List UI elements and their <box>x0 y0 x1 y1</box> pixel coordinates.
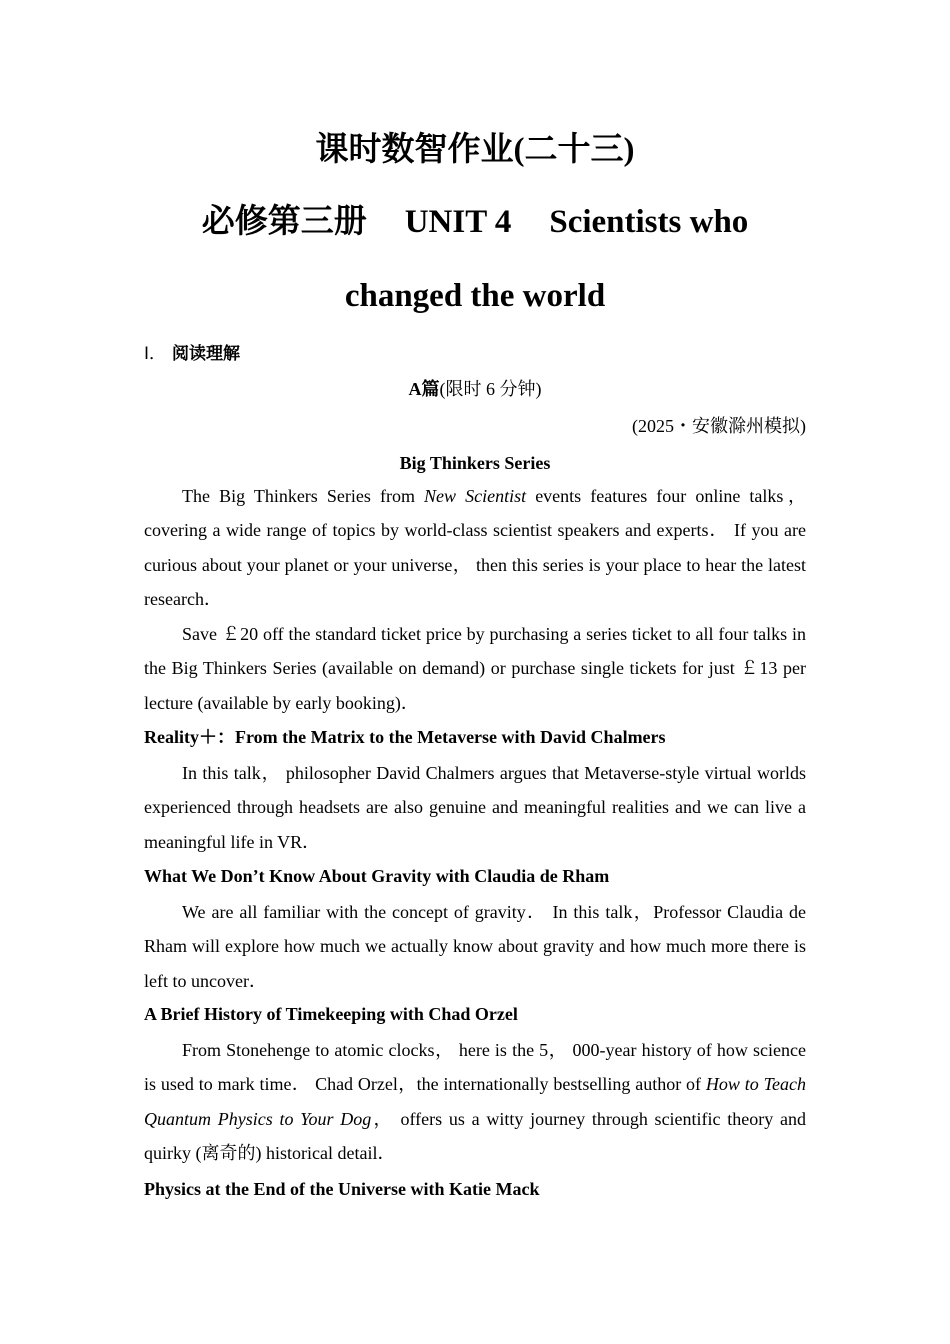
time-limit: (限时 6 分钟) <box>439 379 542 399</box>
passage-source: (2025・安徽滁州模拟) <box>632 416 806 436</box>
talk-heading-reality: Reality＋：From the Matrix to the Metaverse with David Chalmers <box>144 727 666 747</box>
page-subtitle-continued <box>144 276 806 316</box>
subtitle-unit: UNIT 4 <box>404 204 512 240</box>
talk-heading-gravity: What We Don’t Know About Gravity with Claudia de Rham <box>144 866 610 886</box>
paragraph-timekeeping <box>144 1033 806 1170</box>
paragraph-gravity: We are all familiar with the concept of gravity． In this talk，Professor Claudia de Rham will explore how much we actually know about gravity and how much more there is left to uncover． <box>144 902 806 991</box>
section-number: Ⅰ． <box>144 344 167 363</box>
talk-heading-physics: Physics at the End of the Universe with Katie Mack <box>144 1179 540 1199</box>
subtitle-unit-title: Scientists who <box>549 204 749 240</box>
subtitle-textbook: 必修第三册 <box>201 204 367 240</box>
passage-label <box>144 376 806 402</box>
section-heading <box>144 342 240 366</box>
section-label: 阅读理解 <box>172 344 241 364</box>
paragraph-reality: In this talk， philosopher David Chalmers argues that Metaverse-style virtual worlds experienced through headsets are also genuine and meaningful realities and we can live a meaningful life in VR． <box>144 763 806 852</box>
page-title <box>144 130 806 170</box>
paragraph-intro <box>144 479 806 616</box>
subtitle-unit-title-end: changed the world <box>344 278 606 314</box>
passage-id: A篇 <box>408 379 440 399</box>
title-line-1: 课时数智作业(二十三) <box>315 132 635 168</box>
passage-title: Big Thinkers Series <box>399 453 551 473</box>
paragraph-timekeeping-text-a: From Stonehenge to atomic clocks， here is the 5， 000-year history of how science is used to mark time． Chad Orzel，the internationally bestselling author of <box>144 1040 806 1095</box>
talk-heading-timekeeping: A Brief History of Timekeeping with Chad Orzel <box>144 1004 518 1024</box>
paragraph-timekeeping-text-b: ， offers us a witty journey through scientific theory and quirky (离奇的) historical detail． <box>144 1108 806 1163</box>
publication-name: New Scientist <box>424 486 527 506</box>
book-title: How to Teach Quantum Physics to Your Dog <box>144 1074 807 1129</box>
paragraph-intro-text-b: events features four online talks， covering a wide range of topics by world-class scientist speakers and experts． If you are curious about your planet or your universe， then this series is your place to hear the latest research． <box>144 486 806 609</box>
paragraph-tickets: Save ￡20 off the standard ticket price by purchasing a series ticket to all four talks in the Big Thinkers Series (available on demand) or purchase single tickets for just ￡13 per lecture (available by early booking)． <box>144 624 806 713</box>
paragraph-intro-text-a: The Big Thinkers Series from <box>182 486 425 506</box>
page-subtitle <box>144 202 806 242</box>
